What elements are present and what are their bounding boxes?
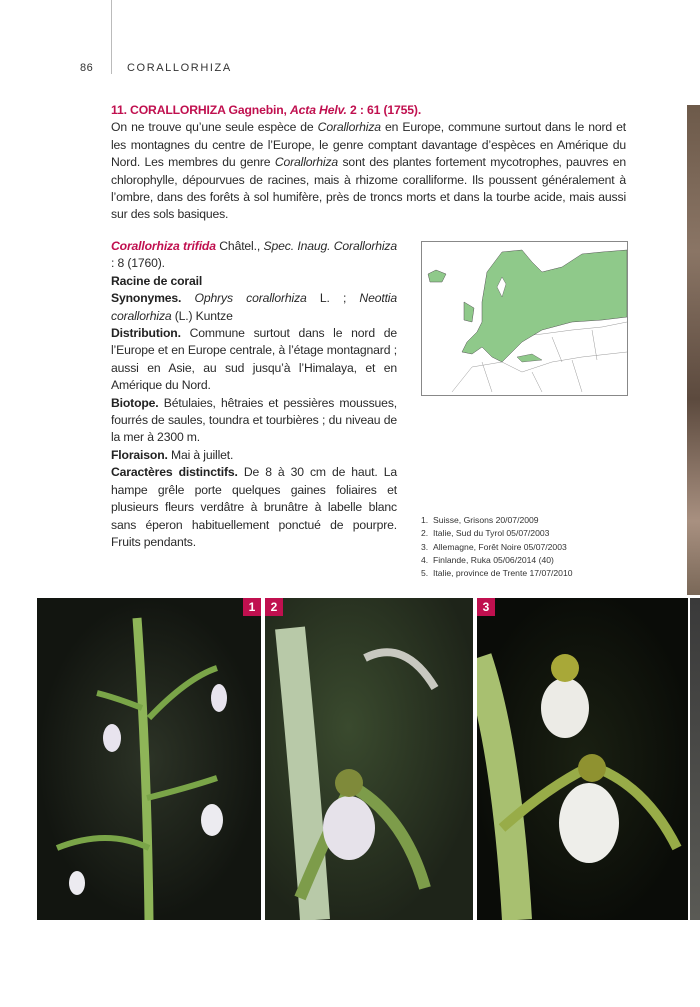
genus-intro (111, 119, 626, 223)
biotope-text: Bétulaies, hêtraies et pessières moussues, fourrés de saules, toundra et tourbières ; du niveau de la mer à 2300 m. (111, 395, 397, 445)
page-number: 86 (80, 62, 94, 74)
biotope-label: Biotope. (111, 395, 159, 410)
distribution-label: Distribution. (111, 326, 181, 341)
flowering-text: Mai à juillet. (167, 447, 234, 462)
caption-item (421, 567, 573, 580)
caption-item (421, 554, 573, 567)
intro-genus: Corallorhiza (274, 155, 339, 170)
photo-captions (421, 514, 573, 580)
common-name: Racine de corail (111, 273, 203, 288)
distribution-map (421, 241, 628, 396)
caption-number: 3. (421, 541, 429, 552)
heading-name: 11. CORALLORHIZA Gagnebin, (111, 103, 290, 117)
synonym-author: L. ; (306, 291, 360, 306)
synonym: Neottia corallorhiza (111, 291, 397, 323)
photo-badge: 3 (477, 598, 495, 616)
photo-strip-right (687, 105, 700, 595)
synonym: Ophrys corallorhiza (194, 291, 307, 306)
caption-number: 4. (421, 554, 429, 565)
distribution-text: Commune surtout dans le nord de l’Europe et en Europe centrale, à l’étage montagnard ; aussi en Asie, au sud jusqu’à l’Himalaya, et en Amérique du Nord. (111, 326, 397, 393)
caption-item (421, 541, 573, 554)
genus-heading (111, 102, 626, 119)
features (111, 464, 397, 551)
heading-ref: 2 : 61 (1755). (346, 103, 422, 117)
heading-journal: Acta Helv. (290, 103, 347, 117)
photo-1 (37, 598, 261, 920)
synonyms-label: Synonymes. (111, 291, 182, 306)
intro-text: sont des plantes fortement mycotrophes, pauvres en chlorophylle, dépourvues de racines, mais à rhizome coralliforme. Ils poussent généralement à l’ombre, dans des forêts à sol humifère, près de troncs morts et dans la tourbe acide, mais aussi sur des sols basiques. (111, 155, 627, 222)
caption-number: 5. (421, 568, 429, 579)
photo-strip-right-bottom (690, 598, 700, 920)
intro-text: On ne trouve qu’une seule espèce de (111, 120, 318, 135)
features-label: Caractères distinctifs. (111, 465, 238, 480)
caption-number: 1. (421, 515, 429, 525)
species-pub-ref: : 8 (1760). (111, 256, 165, 271)
running-head: CORALLORHIZA (127, 62, 232, 74)
synonym-author: (L.) Kuntze (171, 308, 233, 323)
features-text: De 8 à 30 cm de haut. La hampe grêle porte quelques gaines foliaires et plusieurs fleurs verdâtre à brunâtre à labelle blanc sans éperon habituellement ponctué de pourpre. Fruits pendants. (111, 465, 397, 549)
species-title (111, 238, 397, 273)
intro-genus: Corallorhiza (317, 120, 381, 135)
species-section (111, 238, 397, 551)
flowering-label: Floraison. (111, 447, 168, 462)
caption-item (421, 527, 573, 540)
caption-text: Suisse, Grisons 20/07/2009 (433, 515, 539, 525)
species-name: Corallorhiza trifida (111, 239, 216, 253)
caption-text: Italie, province de Trente 17/07/2010 (433, 568, 573, 579)
caption-item (421, 514, 573, 527)
synonyms (111, 290, 397, 325)
species-author: Châtel., (215, 239, 264, 253)
photo-badge: 1 (243, 598, 261, 616)
genus-section (111, 102, 626, 224)
caption-number: 2. (421, 528, 429, 539)
species-publication: Spec. Inaug. Corallorhiza (263, 239, 397, 253)
flowering (111, 447, 397, 464)
intro-text: en Europe, commune surtout dans le nord et les montagnes du centre de l’Europe, le genre comptant davantage d’espèces en Amérique du Nord. Les membres du genre (111, 120, 626, 170)
caption-text: Italie, Sud du Tyrol 05/07/2003 (433, 528, 550, 539)
distribution (111, 325, 397, 395)
photo-2 (265, 598, 473, 920)
caption-text: Allemagne, Forêt Noire 05/07/2003 (433, 541, 567, 552)
caption-text: Finlande, Ruka 05/06/2014 (40) (433, 554, 554, 565)
photo-3 (477, 598, 688, 920)
biotope (111, 395, 397, 447)
photo-badge: 2 (265, 598, 283, 616)
header-divider (111, 0, 112, 74)
